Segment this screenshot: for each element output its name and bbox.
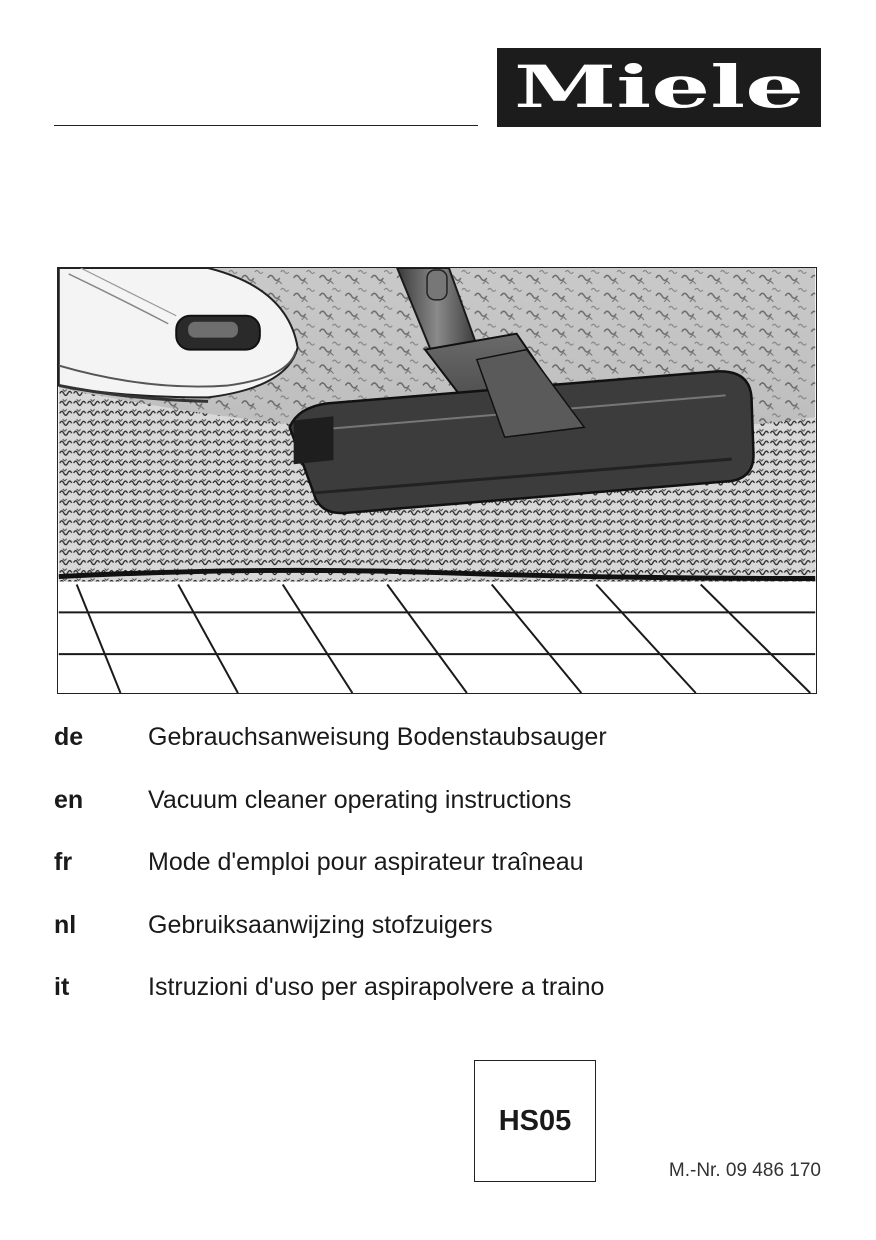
- part-number: M.-Nr. 09 486 170: [668, 1160, 821, 1181]
- language-code: de: [54, 723, 84, 751]
- language-list: [54, 718, 814, 1031]
- miele-logo: [497, 48, 821, 127]
- language-code: nl: [54, 910, 77, 939]
- model-label: HS05: [498, 1104, 572, 1137]
- language-title: Mode d'emploi pour aspirateur traîneau: [148, 848, 584, 876]
- svg-text:Miele: Miele: [514, 53, 804, 121]
- vacuum-floorhead-on-carpet-illustration: [57, 267, 817, 694]
- language-item-en: [54, 781, 814, 844]
- language-item-nl: [54, 906, 814, 969]
- language-title: Gebrauchsanweisung Bodenstaubsauger: [148, 723, 607, 751]
- language-title: Vacuum cleaner operating instructions: [148, 785, 572, 814]
- language-item-it: [54, 968, 814, 1031]
- language-item-fr: [54, 843, 814, 906]
- model-box: [474, 1060, 596, 1182]
- language-title: Istruzioni d'uso per aspirapolvere a traino: [148, 973, 605, 1001]
- language-title: Gebruiksaanwijzing stofzuigers: [148, 910, 493, 939]
- language-item-de: [54, 718, 814, 781]
- language-code: en: [54, 785, 84, 814]
- language-code: it: [54, 973, 70, 1001]
- header-rule: [54, 125, 478, 126]
- language-code: fr: [54, 848, 73, 876]
